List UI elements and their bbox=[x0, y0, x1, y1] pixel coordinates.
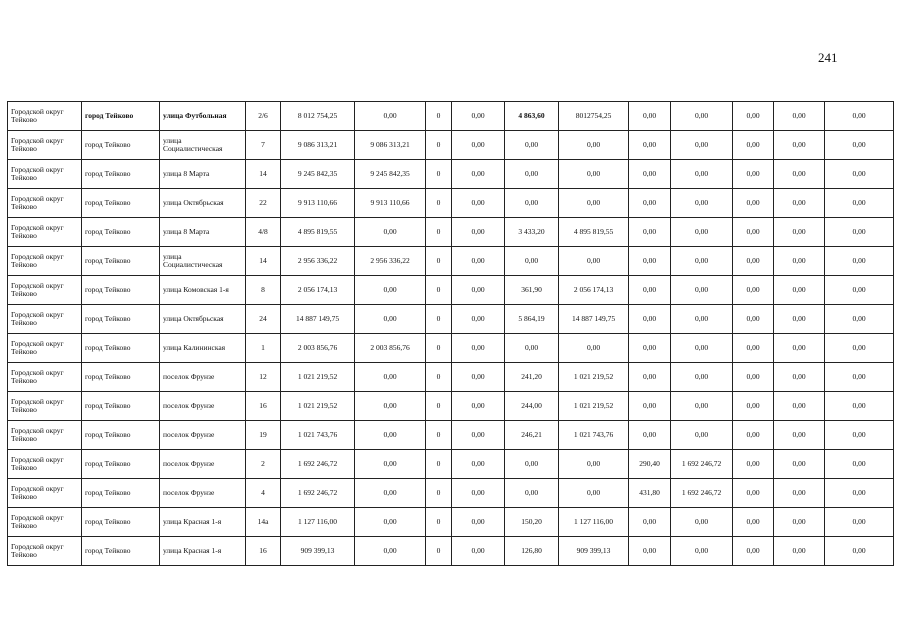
total-cost-cell: 8 012 754,25 bbox=[281, 102, 355, 131]
amount-cell: 0,00 bbox=[733, 392, 774, 421]
area-cell: 0,00 bbox=[629, 102, 671, 131]
area-cell: 0,00 bbox=[629, 276, 671, 305]
count-cell: 0 bbox=[426, 305, 452, 334]
amount-cell: 0,00 bbox=[355, 276, 426, 305]
house-number-cell: 19 bbox=[246, 421, 281, 450]
amount-cell: 1 021 219,52 bbox=[559, 392, 629, 421]
count-cell: 0 bbox=[426, 508, 452, 537]
area-cell: 0,00 bbox=[629, 131, 671, 160]
count-cell: 0 bbox=[426, 247, 452, 276]
amount-cell: 0,00 bbox=[452, 131, 505, 160]
table-row bbox=[8, 102, 894, 131]
amount-cell: 0,00 bbox=[733, 218, 774, 247]
amount-cell: 0,00 bbox=[774, 218, 825, 247]
house-number-cell: 12 bbox=[246, 363, 281, 392]
amount-cell: 0,00 bbox=[671, 218, 733, 247]
amount-cell: 0,00 bbox=[452, 102, 505, 131]
amount-cell: 2 003 856,76 bbox=[355, 334, 426, 363]
municipality-cell: Городской округ Тейково bbox=[8, 392, 82, 421]
area-cell: 0,00 bbox=[629, 305, 671, 334]
house-number-cell: 22 bbox=[246, 189, 281, 218]
settlement-cell: город Тейково bbox=[82, 421, 160, 450]
amount-cell: 0,00 bbox=[452, 189, 505, 218]
amount-cell: 0,00 bbox=[825, 392, 894, 421]
area-cell: 246,21 bbox=[505, 421, 559, 450]
area-cell: 0,00 bbox=[505, 247, 559, 276]
settlement-cell: город Тейково bbox=[82, 508, 160, 537]
table-row bbox=[8, 276, 894, 305]
street-cell: улица 8 Марта bbox=[160, 160, 246, 189]
count-cell: 0 bbox=[426, 334, 452, 363]
street-cell: улица Калининская bbox=[160, 334, 246, 363]
amount-cell: 0,00 bbox=[452, 363, 505, 392]
settlement-cell: город Тейково bbox=[82, 160, 160, 189]
count-cell: 0 bbox=[426, 189, 452, 218]
amount-cell: 0,00 bbox=[452, 247, 505, 276]
count-cell: 0 bbox=[426, 421, 452, 450]
house-number-cell: 7 bbox=[246, 131, 281, 160]
total-cost-cell: 1 021 219,52 bbox=[281, 392, 355, 421]
house-number-cell: 24 bbox=[246, 305, 281, 334]
area-cell: 0,00 bbox=[629, 247, 671, 276]
amount-cell: 1 021 219,52 bbox=[559, 363, 629, 392]
house-number-cell: 14 bbox=[246, 247, 281, 276]
amount-cell: 0,00 bbox=[355, 479, 426, 508]
house-number-cell: 2/6 bbox=[246, 102, 281, 131]
amount-cell: 0,00 bbox=[559, 189, 629, 218]
amount-cell: 0,00 bbox=[733, 450, 774, 479]
street-cell: улица Октябрьская bbox=[160, 189, 246, 218]
area-cell: 290,40 bbox=[629, 450, 671, 479]
amount-cell: 0,00 bbox=[774, 160, 825, 189]
house-number-cell: 2 bbox=[246, 450, 281, 479]
page-number: 241 bbox=[818, 50, 838, 65]
table-row bbox=[8, 305, 894, 334]
amount-cell: 0,00 bbox=[452, 276, 505, 305]
amount-cell: 0,00 bbox=[559, 479, 629, 508]
amount-cell: 0,00 bbox=[733, 334, 774, 363]
count-cell: 0 bbox=[426, 392, 452, 421]
municipality-cell: Городской округ Тейково bbox=[8, 479, 82, 508]
amount-cell: 1 692 246,72 bbox=[671, 479, 733, 508]
amount-cell: 0,00 bbox=[452, 450, 505, 479]
amount-cell: 0,00 bbox=[452, 479, 505, 508]
table-row bbox=[8, 363, 894, 392]
municipality-cell: Городской округ Тейково bbox=[8, 363, 82, 392]
street-cell: улица Социалистическая bbox=[160, 131, 246, 160]
total-cost-cell: 14 887 149,75 bbox=[281, 305, 355, 334]
amount-cell: 0,00 bbox=[671, 363, 733, 392]
amount-cell: 0,00 bbox=[825, 160, 894, 189]
amount-cell: 0,00 bbox=[825, 363, 894, 392]
amount-cell: 0,00 bbox=[452, 392, 505, 421]
total-cost-cell: 9 245 842,35 bbox=[281, 160, 355, 189]
street-cell: поселок Фрунзе bbox=[160, 363, 246, 392]
area-cell: 0,00 bbox=[629, 160, 671, 189]
area-cell: 0,00 bbox=[629, 189, 671, 218]
total-cost-cell: 9 086 313,21 bbox=[281, 131, 355, 160]
area-cell: 0,00 bbox=[629, 421, 671, 450]
amount-cell: 0,00 bbox=[671, 305, 733, 334]
house-number-cell: 4/8 bbox=[246, 218, 281, 247]
area-cell: 150,20 bbox=[505, 508, 559, 537]
table-row bbox=[8, 508, 894, 537]
amount-cell: 0,00 bbox=[825, 131, 894, 160]
area-cell: 4 863,60 bbox=[505, 102, 559, 131]
municipality-cell: Городской округ Тейково bbox=[8, 508, 82, 537]
amount-cell: 0,00 bbox=[671, 508, 733, 537]
total-cost-cell: 1 021 219,52 bbox=[281, 363, 355, 392]
amount-cell: 0,00 bbox=[774, 537, 825, 566]
municipality-cell: Городской округ Тейково bbox=[8, 537, 82, 566]
amount-cell: 0,00 bbox=[733, 363, 774, 392]
table-row bbox=[8, 421, 894, 450]
municipality-cell: Городской округ Тейково bbox=[8, 247, 82, 276]
amount-cell: 0,00 bbox=[774, 508, 825, 537]
amount-cell: 0,00 bbox=[671, 276, 733, 305]
count-cell: 0 bbox=[426, 218, 452, 247]
amount-cell: 0,00 bbox=[825, 421, 894, 450]
municipality-cell: Городской округ Тейково bbox=[8, 450, 82, 479]
amount-cell: 0,00 bbox=[559, 160, 629, 189]
amount-cell: 0,00 bbox=[671, 421, 733, 450]
municipality-cell: Городской округ Тейково bbox=[8, 276, 82, 305]
total-cost-cell: 1 692 246,72 bbox=[281, 479, 355, 508]
municipality-cell: Городской округ Тейково bbox=[8, 334, 82, 363]
amount-cell: 4 895 819,55 bbox=[559, 218, 629, 247]
amount-cell: 0,00 bbox=[825, 537, 894, 566]
street-cell: поселок Фрунзе bbox=[160, 421, 246, 450]
street-cell: улица Социалистическая bbox=[160, 247, 246, 276]
table-row bbox=[8, 334, 894, 363]
settlement-cell: город Тейково bbox=[82, 247, 160, 276]
municipality-cell: Городской округ Тейково bbox=[8, 218, 82, 247]
amount-cell: 9 245 842,35 bbox=[355, 160, 426, 189]
house-number-cell: 14 bbox=[246, 160, 281, 189]
amount-cell: 1 021 743,76 bbox=[559, 421, 629, 450]
area-cell: 0,00 bbox=[629, 334, 671, 363]
amount-cell: 0,00 bbox=[452, 508, 505, 537]
amount-cell: 14 887 149,75 bbox=[559, 305, 629, 334]
area-cell: 0,00 bbox=[505, 334, 559, 363]
settlement-cell: город Тейково bbox=[82, 102, 160, 131]
table-row bbox=[8, 160, 894, 189]
amount-cell: 0,00 bbox=[774, 276, 825, 305]
table-row bbox=[8, 247, 894, 276]
street-cell: поселок Фрунзе bbox=[160, 450, 246, 479]
street-cell: поселок Фрунзе bbox=[160, 479, 246, 508]
area-cell: 361,90 bbox=[505, 276, 559, 305]
settlement-cell: город Тейково bbox=[82, 537, 160, 566]
amount-cell: 0,00 bbox=[733, 189, 774, 218]
settlement-cell: город Тейково bbox=[82, 189, 160, 218]
amount-cell: 0,00 bbox=[671, 189, 733, 218]
count-cell: 0 bbox=[426, 102, 452, 131]
amount-cell: 0,00 bbox=[671, 102, 733, 131]
amount-cell: 0,00 bbox=[355, 392, 426, 421]
house-number-cell: 16 bbox=[246, 537, 281, 566]
settlement-cell: город Тейково bbox=[82, 218, 160, 247]
total-cost-cell: 1 127 116,00 bbox=[281, 508, 355, 537]
amount-cell: 909 399,13 bbox=[559, 537, 629, 566]
settlement-cell: город Тейково bbox=[82, 392, 160, 421]
street-cell: улица 8 Марта bbox=[160, 218, 246, 247]
table-row bbox=[8, 450, 894, 479]
amount-cell: 0,00 bbox=[774, 131, 825, 160]
amount-cell: 0,00 bbox=[825, 305, 894, 334]
total-cost-cell: 1 692 246,72 bbox=[281, 450, 355, 479]
amount-cell: 0,00 bbox=[733, 537, 774, 566]
area-cell: 3 433,20 bbox=[505, 218, 559, 247]
count-cell: 0 bbox=[426, 363, 452, 392]
amount-cell: 0,00 bbox=[452, 305, 505, 334]
street-cell: улица Футбольная bbox=[160, 102, 246, 131]
amount-cell: 0,00 bbox=[355, 537, 426, 566]
house-number-cell: 1 bbox=[246, 334, 281, 363]
amount-cell: 0,00 bbox=[355, 450, 426, 479]
street-cell: улица Красная 1-я bbox=[160, 537, 246, 566]
area-cell: 0,00 bbox=[629, 363, 671, 392]
amount-cell: 0,00 bbox=[774, 334, 825, 363]
municipality-cell: Городской округ Тейково bbox=[8, 305, 82, 334]
amount-cell: 0,00 bbox=[355, 218, 426, 247]
amount-cell: 0,00 bbox=[774, 421, 825, 450]
settlement-cell: город Тейково bbox=[82, 450, 160, 479]
amount-cell: 0,00 bbox=[355, 102, 426, 131]
amount-cell: 0,00 bbox=[825, 102, 894, 131]
street-cell: улица Комовская 1-я bbox=[160, 276, 246, 305]
amount-cell: 0,00 bbox=[774, 102, 825, 131]
house-number-cell: 14а bbox=[246, 508, 281, 537]
amount-cell: 0,00 bbox=[825, 276, 894, 305]
area-cell: 0,00 bbox=[505, 479, 559, 508]
municipality-cell: Городской округ Тейково bbox=[8, 102, 82, 131]
amount-cell: 0,00 bbox=[671, 247, 733, 276]
area-cell: 0,00 bbox=[505, 131, 559, 160]
amount-cell: 0,00 bbox=[671, 392, 733, 421]
area-cell: 5 864,19 bbox=[505, 305, 559, 334]
amount-cell: 0,00 bbox=[825, 247, 894, 276]
total-cost-cell: 1 021 743,76 bbox=[281, 421, 355, 450]
amount-cell: 0,00 bbox=[825, 334, 894, 363]
amount-cell: 0,00 bbox=[825, 479, 894, 508]
table-row bbox=[8, 131, 894, 160]
area-cell: 0,00 bbox=[629, 218, 671, 247]
settlement-cell: город Тейково bbox=[82, 334, 160, 363]
area-cell: 244,00 bbox=[505, 392, 559, 421]
amount-cell: 1 692 246,72 bbox=[671, 450, 733, 479]
total-cost-cell: 4 895 819,55 bbox=[281, 218, 355, 247]
total-cost-cell: 2 003 856,76 bbox=[281, 334, 355, 363]
amount-cell: 0,00 bbox=[452, 218, 505, 247]
street-cell: улица Красная 1-я bbox=[160, 508, 246, 537]
amount-cell: 2 956 336,22 bbox=[355, 247, 426, 276]
municipality-cell: Городской округ Тейково bbox=[8, 160, 82, 189]
amount-cell: 0,00 bbox=[733, 102, 774, 131]
municipality-cell: Городской округ Тейково bbox=[8, 421, 82, 450]
table-row bbox=[8, 392, 894, 421]
amount-cell: 9 086 313,21 bbox=[355, 131, 426, 160]
amount-cell: 0,00 bbox=[774, 479, 825, 508]
amount-cell: 9 913 110,66 bbox=[355, 189, 426, 218]
count-cell: 0 bbox=[426, 276, 452, 305]
table-row bbox=[8, 189, 894, 218]
count-cell: 0 bbox=[426, 450, 452, 479]
settlement-cell: город Тейково bbox=[82, 363, 160, 392]
area-cell: 431,80 bbox=[629, 479, 671, 508]
house-number-cell: 4 bbox=[246, 479, 281, 508]
table-row bbox=[8, 479, 894, 508]
amount-cell: 2 056 174,13 bbox=[559, 276, 629, 305]
amount-cell: 0,00 bbox=[452, 421, 505, 450]
amount-cell: 0,00 bbox=[733, 479, 774, 508]
amount-cell: 0,00 bbox=[733, 131, 774, 160]
amount-cell: 0,00 bbox=[452, 160, 505, 189]
street-cell: поселок Фрунзе bbox=[160, 392, 246, 421]
count-cell: 0 bbox=[426, 160, 452, 189]
table-row bbox=[8, 218, 894, 247]
area-cell: 126,80 bbox=[505, 537, 559, 566]
amount-cell: 0,00 bbox=[825, 218, 894, 247]
count-cell: 0 bbox=[426, 537, 452, 566]
amount-cell: 0,00 bbox=[559, 247, 629, 276]
amount-cell: 0,00 bbox=[733, 421, 774, 450]
amount-cell: 0,00 bbox=[825, 508, 894, 537]
amount-cell: 0,00 bbox=[825, 450, 894, 479]
amount-cell: 0,00 bbox=[774, 363, 825, 392]
total-cost-cell: 909 399,13 bbox=[281, 537, 355, 566]
area-cell: 241,20 bbox=[505, 363, 559, 392]
amount-cell: 0,00 bbox=[355, 305, 426, 334]
amount-cell: 0,00 bbox=[733, 160, 774, 189]
area-cell: 0,00 bbox=[505, 450, 559, 479]
amount-cell: 0,00 bbox=[559, 334, 629, 363]
amount-cell: 0,00 bbox=[355, 421, 426, 450]
amount-cell: 0,00 bbox=[733, 247, 774, 276]
amount-cell: 0,00 bbox=[774, 305, 825, 334]
total-cost-cell: 9 913 110,66 bbox=[281, 189, 355, 218]
amount-cell: 0,00 bbox=[559, 131, 629, 160]
settlement-cell: город Тейково bbox=[82, 131, 160, 160]
amount-cell: 0,00 bbox=[452, 537, 505, 566]
register-table bbox=[7, 101, 894, 566]
area-cell: 0,00 bbox=[629, 508, 671, 537]
amount-cell: 0,00 bbox=[733, 508, 774, 537]
amount-cell: 0,00 bbox=[671, 334, 733, 363]
amount-cell: 0,00 bbox=[733, 305, 774, 334]
house-number-cell: 8 bbox=[246, 276, 281, 305]
table-row bbox=[8, 537, 894, 566]
table-body bbox=[8, 102, 894, 566]
amount-cell: 0,00 bbox=[355, 508, 426, 537]
area-cell: 0,00 bbox=[505, 189, 559, 218]
area-cell: 0,00 bbox=[629, 392, 671, 421]
amount-cell: 0,00 bbox=[733, 276, 774, 305]
amount-cell: 0,00 bbox=[671, 131, 733, 160]
count-cell: 0 bbox=[426, 131, 452, 160]
amount-cell: 0,00 bbox=[671, 160, 733, 189]
amount-cell: 0,00 bbox=[774, 392, 825, 421]
amount-cell: 0,00 bbox=[774, 189, 825, 218]
settlement-cell: город Тейково bbox=[82, 479, 160, 508]
amount-cell: 0,00 bbox=[355, 363, 426, 392]
count-cell: 0 bbox=[426, 479, 452, 508]
total-cost-cell: 2 056 174,13 bbox=[281, 276, 355, 305]
settlement-cell: город Тейково bbox=[82, 305, 160, 334]
settlement-cell: город Тейково bbox=[82, 276, 160, 305]
amount-cell: 0,00 bbox=[671, 537, 733, 566]
house-number-cell: 16 bbox=[246, 392, 281, 421]
amount-cell: 0,00 bbox=[774, 247, 825, 276]
amount-cell: 0,00 bbox=[559, 450, 629, 479]
municipality-cell: Городской округ Тейково bbox=[8, 189, 82, 218]
area-cell: 0,00 bbox=[629, 537, 671, 566]
street-cell: улица Октябрьская bbox=[160, 305, 246, 334]
municipality-cell: Городской округ Тейково bbox=[8, 131, 82, 160]
amount-cell: 0,00 bbox=[825, 189, 894, 218]
amount-cell: 1 127 116,00 bbox=[559, 508, 629, 537]
amount-cell: 8012754,25 bbox=[559, 102, 629, 131]
area-cell: 0,00 bbox=[505, 160, 559, 189]
amount-cell: 0,00 bbox=[774, 450, 825, 479]
total-cost-cell: 2 956 336,22 bbox=[281, 247, 355, 276]
amount-cell: 0,00 bbox=[452, 334, 505, 363]
